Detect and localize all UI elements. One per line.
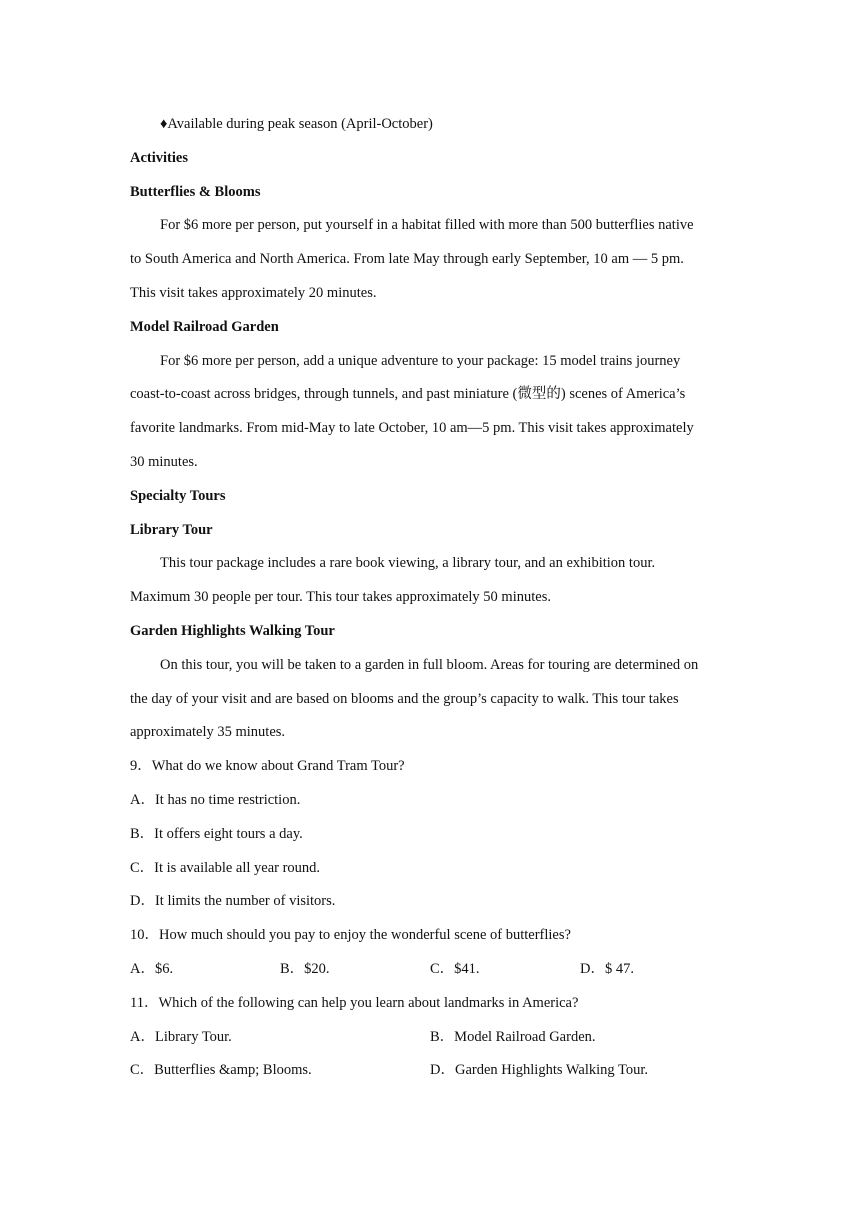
garden-text-line: approximately 35 minutes. bbox=[130, 724, 286, 741]
railroad-text-line: favorite landmarks. From mid-May to late October, 10 am—5 pm. This visit takes approximately bbox=[130, 420, 694, 437]
question-10-option-a: A．$6. bbox=[130, 960, 174, 977]
garden-text-line: the day of your visit and are based on blooms and the group’s capacity to walk. This tour takes bbox=[130, 690, 679, 707]
library-text-line: This tour package includes a rare book viewing, a library tour, and an exhibition tour. bbox=[160, 555, 656, 572]
railroad-text-line: coast-to-coast across bridges, through tunnels, and past miniature (微型的) scenes of America’s bbox=[130, 386, 686, 403]
railroad-text-line: For $6 more per person, add a unique adventure to your package: 15 model trains journey bbox=[160, 352, 681, 369]
question-11-options-row-1 bbox=[130, 1021, 730, 1055]
question-9-stem: 9．What do we know about Grand Tram Tour? bbox=[130, 758, 405, 775]
library-title: Library Tour bbox=[130, 521, 213, 538]
garden-title: Garden Highlights Walking Tour bbox=[130, 622, 335, 639]
question-9-option-c: C．It is available all year round. bbox=[130, 859, 321, 876]
question-11-option-d: D．Garden Highlights Walking Tour. bbox=[430, 1062, 648, 1079]
question-10-options bbox=[130, 953, 730, 987]
railroad-title: Model Railroad Garden bbox=[130, 318, 279, 335]
question-9-option-b: B．It offers eight tours a day. bbox=[130, 825, 303, 842]
question-9-option-d: D．It limits the number of visitors. bbox=[130, 893, 336, 910]
question-11-option-a: A．Library Tour. bbox=[130, 1028, 232, 1045]
butterflies-text-line: For $6 more per person, put yourself in a habitat filled with more than 500 butterflies native bbox=[160, 217, 694, 234]
season-note: ♦Available during peak season (April-October) bbox=[160, 116, 433, 132]
question-11-option-c: C．Butterflies &amp; Blooms. bbox=[130, 1062, 312, 1079]
document-page bbox=[130, 108, 730, 1088]
question-11-option-b: B．Model Railroad Garden. bbox=[430, 1028, 596, 1045]
garden-text-line: On this tour, you will be taken to a garden in full bloom. Areas for touring are determined on bbox=[160, 656, 699, 673]
question-10-option-c: C．$41. bbox=[430, 960, 480, 977]
question-10-stem: 10．How much should you pay to enjoy the wonderful scene of butterflies? bbox=[130, 927, 571, 944]
question-10-option-d: D．$ 47. bbox=[580, 960, 634, 977]
question-11-options-row-2 bbox=[130, 1054, 730, 1088]
railroad-text-line: 30 minutes. bbox=[130, 453, 198, 470]
question-10-option-b: B．$20. bbox=[280, 960, 330, 977]
butterflies-text-line: This visit takes approximately 20 minutes. bbox=[130, 284, 377, 301]
activities-heading: Activities bbox=[130, 149, 188, 166]
butterflies-text-line: to South America and North America. From late May through early September, 10 am — 5 pm. bbox=[130, 251, 684, 268]
question-11-stem: 11．Which of the following can help you learn about landmarks in America? bbox=[130, 994, 579, 1011]
question-9-option-a: A．It has no time restriction. bbox=[130, 791, 301, 808]
library-text-line: Maximum 30 people per tour. This tour takes approximately 50 minutes. bbox=[130, 589, 551, 606]
specialty-heading: Specialty Tours bbox=[130, 487, 226, 504]
butterflies-title: Butterflies & Blooms bbox=[130, 183, 261, 200]
